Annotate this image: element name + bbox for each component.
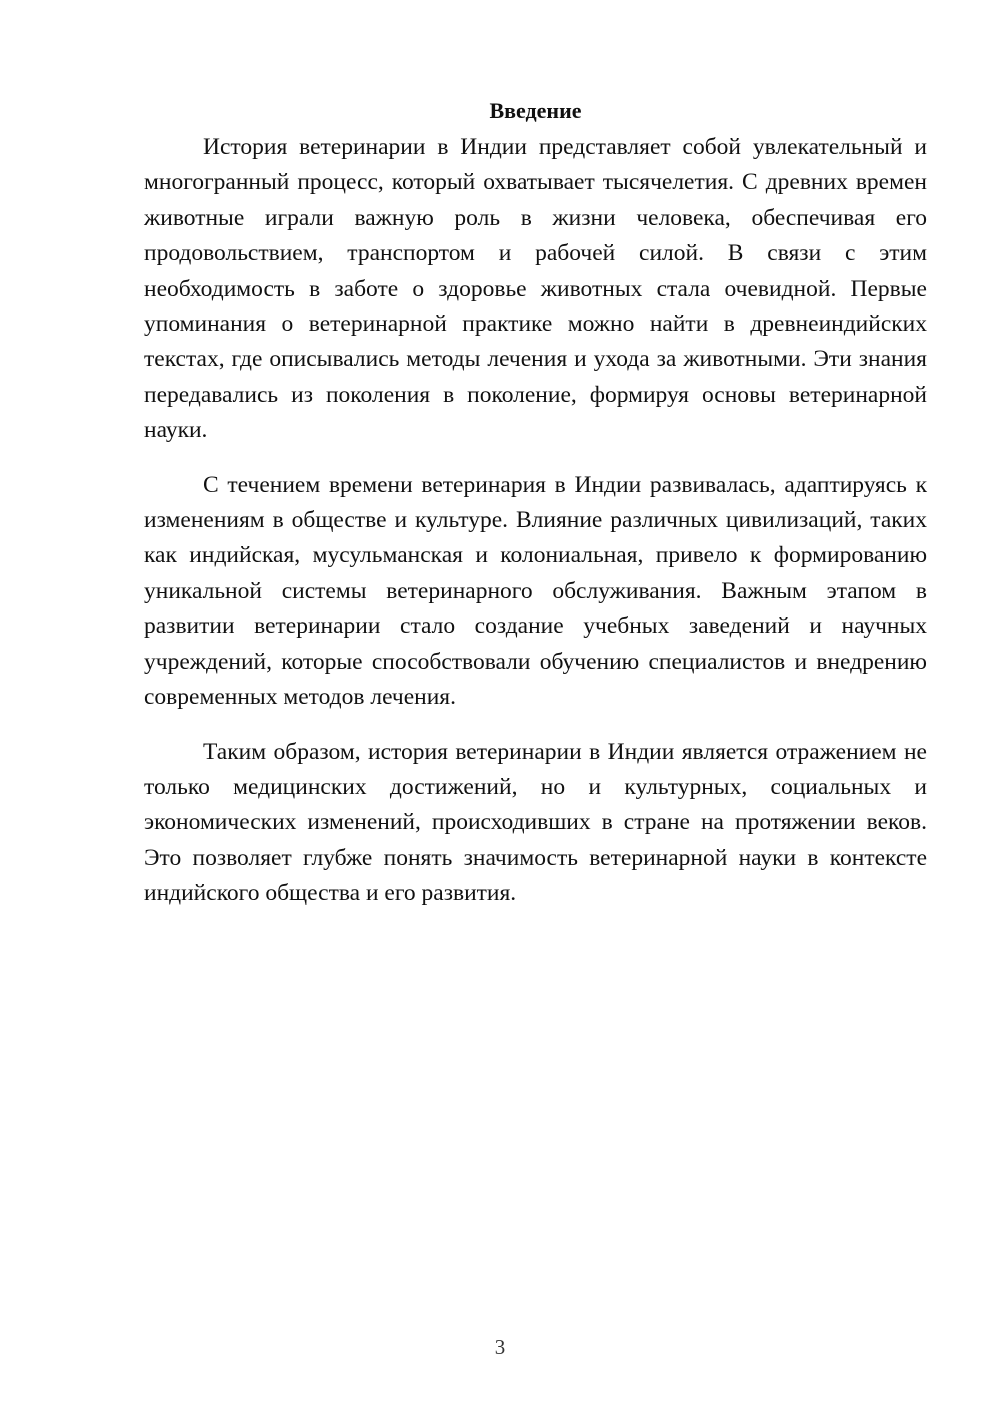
page-content <box>144 96 927 931</box>
paragraph-3: Таким образом, история ветеринарии в Индии является отражением не только медицинских достижений, но и культурных, социальных и экономических изменений, происходивших в стране на протяжении веков. Это позволяет глубже понять значимость ветеринарной науки в контексте индийского общества и его развития. <box>144 738 927 907</box>
paragraph-2: С течением времени ветеринария в Индии развивалась, адаптируясь к изменениям в обществе и культуре. Влияние различных цивилизаций, таких как индийская, мусульманская и колониальная, привело к формированию уникальной системы ветеринарного обслуживания. Важным этапом в развитии ветеринарии стало создание учебных заведений и научных учреждений, которые способствовали обучению специалистов и внедрению современных методов лечения. <box>144 471 927 711</box>
page-number: 3 <box>494 1335 506 1359</box>
paragraph-1: История ветеринарии в Индии представляет собой увлекательный и многогранный процесс, который охватывает тысячелетия. С древних времен животные играли важную роль в жизни человека, обеспечивая его продовольствием, транспортом и рабочей силой. В связи с этим необходимость в заботе о здоровье животных стала очевидной. Первые упоминания о ветеринарной практике можно найти в древнеиндийских текстах, где описывались методы лечения и ухода за животными. Эти знания передавались из поколения в поколение, формируя основы ветеринарной науки. <box>144 134 927 444</box>
section-heading: Введение <box>489 98 582 123</box>
